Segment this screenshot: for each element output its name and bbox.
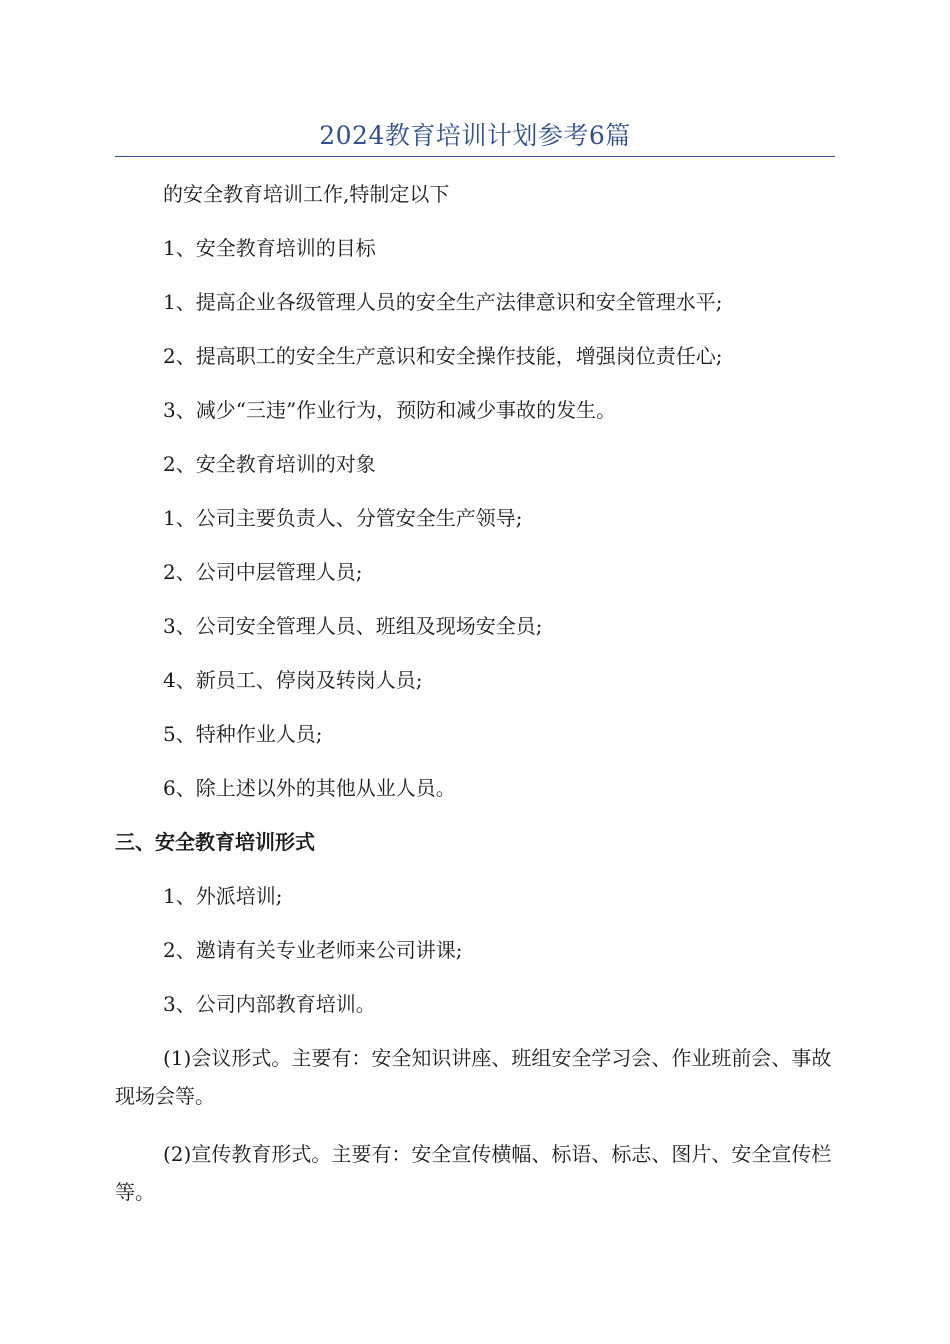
paragraph: 3、公司内部教育培训。	[163, 992, 376, 1016]
paragraph: 1、公司主要负责人、分管安全生产领导;	[163, 506, 523, 530]
paragraph: 3、减少“三违”作业行为，预防和减少事故的发生。	[163, 398, 617, 422]
document-title: 2024教育培训计划参考6篇	[319, 121, 631, 150]
paragraph: 6、除上述以外的其他从业人员。	[163, 776, 456, 800]
paragraph: 2、公司中层管理人员;	[163, 560, 363, 584]
paragraph: 1、安全教育培训的目标	[163, 236, 376, 260]
paragraph: 的安全教育培训工作,特制定以下	[163, 182, 450, 206]
paragraph: 5、特种作业人员;	[163, 722, 323, 746]
paragraph: 2、安全教育培训的对象	[163, 452, 376, 476]
paragraph: 2、提高职工的安全生产意识和安全操作技能，增强岗位责任心;	[163, 344, 723, 368]
page-header	[115, 112, 835, 157]
section-heading: 三、安全教育培训形式	[115, 830, 315, 854]
paragraph: 4、新员工、停岗及转岗人员;	[163, 668, 423, 692]
paragraph: 1、提高企业各级管理人员的安全生产法律意识和安全管理水平;	[163, 290, 723, 314]
paragraph: 3、公司安全管理人员、班组及现场安全员;	[163, 614, 543, 638]
paragraph: (2)宣传教育形式。主要有：安全宣传横幅、标语、标志、图片、安全宣传栏等。	[115, 1142, 832, 1204]
document-body	[115, 175, 835, 1231]
paragraph: (1)会议形式。主要有：安全知识讲座、班组安全学习会、作业班前会、事故现场会等。	[115, 1046, 832, 1108]
paragraph: 1、外派培训;	[163, 884, 283, 908]
paragraph: 2、邀请有关专业老师来公司讲课;	[163, 938, 463, 962]
